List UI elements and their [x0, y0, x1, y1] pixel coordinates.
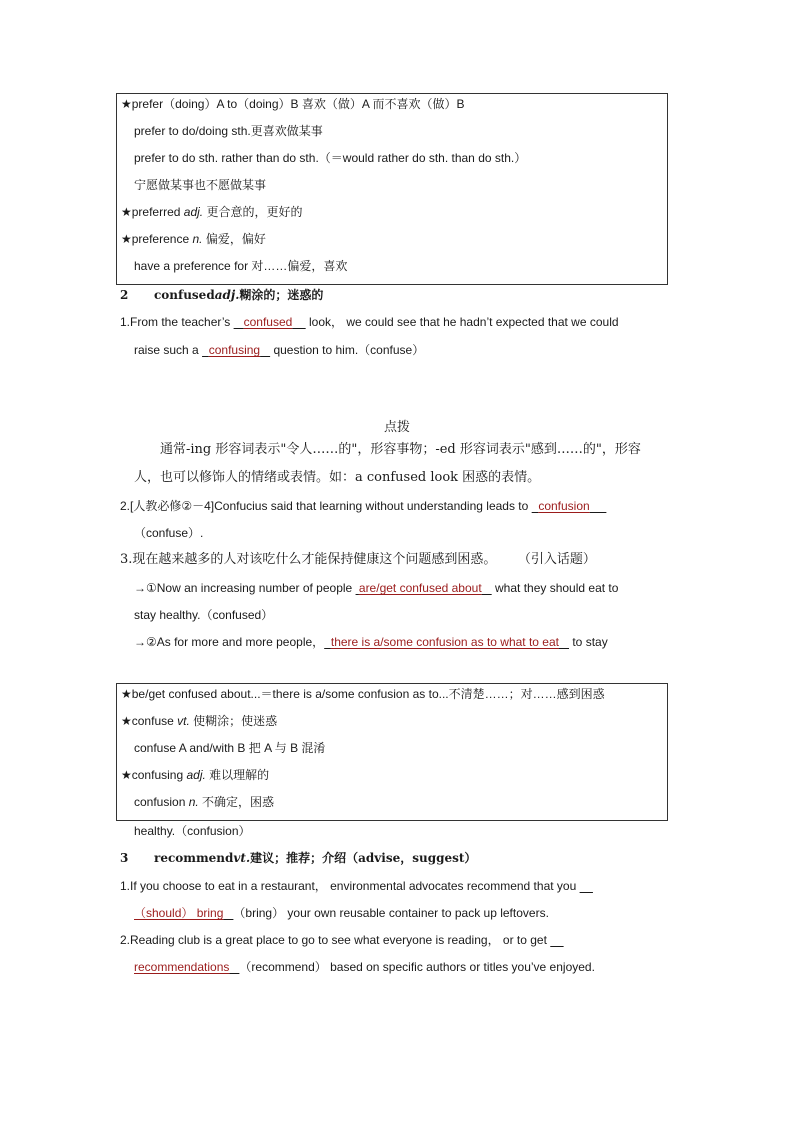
note-line: confuse A and/with B 把 A 与 B 混淆 — [134, 741, 326, 755]
exercise-line: 2.Reading club is a great place to go to see what everyone is reading， or to get — [120, 933, 551, 947]
note-line: have a preference for 对……偏爱，喜欢 — [134, 259, 348, 273]
exercise-line: raise such a confusing question to him.（confuse） — [134, 343, 425, 357]
exercise-line: →②As for more and more people， there is a/some confusion as to what to eat to stay — [134, 635, 608, 649]
answer-blank: confusing — [208, 343, 261, 357]
exercise-line: 2.[人教必修②－4]Confucius said that learning without understanding leads to confusion — [120, 499, 590, 513]
tip-line: 通常-ing 形容词表示"令人……的"，形容事物；-ed 形容词表示"感到……的"，形容 — [160, 442, 641, 457]
note-line: confusion n. 不确定，困惑 — [134, 795, 275, 809]
answer-blank: are/get confused about — [358, 581, 482, 595]
answer-blank: there is a/some confusion as to what to eat — [330, 635, 559, 649]
answer-blank: （should） bring — [134, 906, 224, 920]
note-line: ★confuse vt. 使糊涂；使迷惑 — [121, 714, 278, 728]
tip-title: 点拨 — [383, 420, 410, 435]
note-line: ★preference n. 偏爱，偏好 — [121, 232, 266, 246]
note-line: prefer to do/doing sth.更喜欢做某事 — [134, 124, 323, 138]
note-line: 宁愿做某事也不愿做某事 — [134, 178, 267, 192]
exercise-line: recommendations （recommend） based on specific authors or titles you’ve enjoyed. — [134, 960, 595, 974]
answer-blank: confused — [243, 315, 293, 329]
note-line: ★preferred adj. 更合意的，更好的 — [121, 205, 303, 219]
note-line: ★prefer（doing）A to（doing）B 喜欢（做）A 而不喜欢（做）B — [121, 97, 465, 111]
section-heading: 3 recommendvt.建议；推荐；介绍（advise，suggest） — [120, 851, 477, 865]
exercise-line: 1.If you choose to eat in a restaurant， environmental advocates recommend that you — [120, 879, 580, 893]
exercise-line: （should） bring （bring） your own reusable container to pack up leftovers. — [134, 906, 549, 920]
exercise-line: 3.现在越来越多的人对该吃什么才能保持健康这个问题感到困惑。 （引入话题） — [120, 552, 596, 567]
note-line: ★be/get confused about...＝there is a/some confusion as to...不清楚……；对……感到困惑 — [121, 687, 605, 701]
answer-blank: recommendations — [134, 960, 230, 974]
answer-blank: confusion — [538, 499, 590, 513]
exercise-line: （confuse）. — [134, 526, 204, 540]
exercise-line: stay healthy.（confused） — [134, 608, 274, 622]
note-line: prefer to do sth. rather than do sth.（＝would rather do sth. than do sth.） — [134, 151, 527, 165]
tip-line: 人，也可以修饰人的情绪或表情。如：a confused look 困惑的表情。 — [134, 470, 541, 485]
note-line: ★confusing adj. 难以理解的 — [121, 768, 270, 782]
exercise-line: 1.From the teacher’s confused look， we could see that he hadn’t expected that we could — [120, 315, 619, 329]
exercise-line: healthy.（confusion） — [134, 824, 251, 838]
section-heading: 2 confusedadj.糊涂的；迷惑的 — [120, 288, 324, 302]
exercise-line: →①Now an increasing number of people are/get confused about what they should eat to — [134, 581, 619, 595]
